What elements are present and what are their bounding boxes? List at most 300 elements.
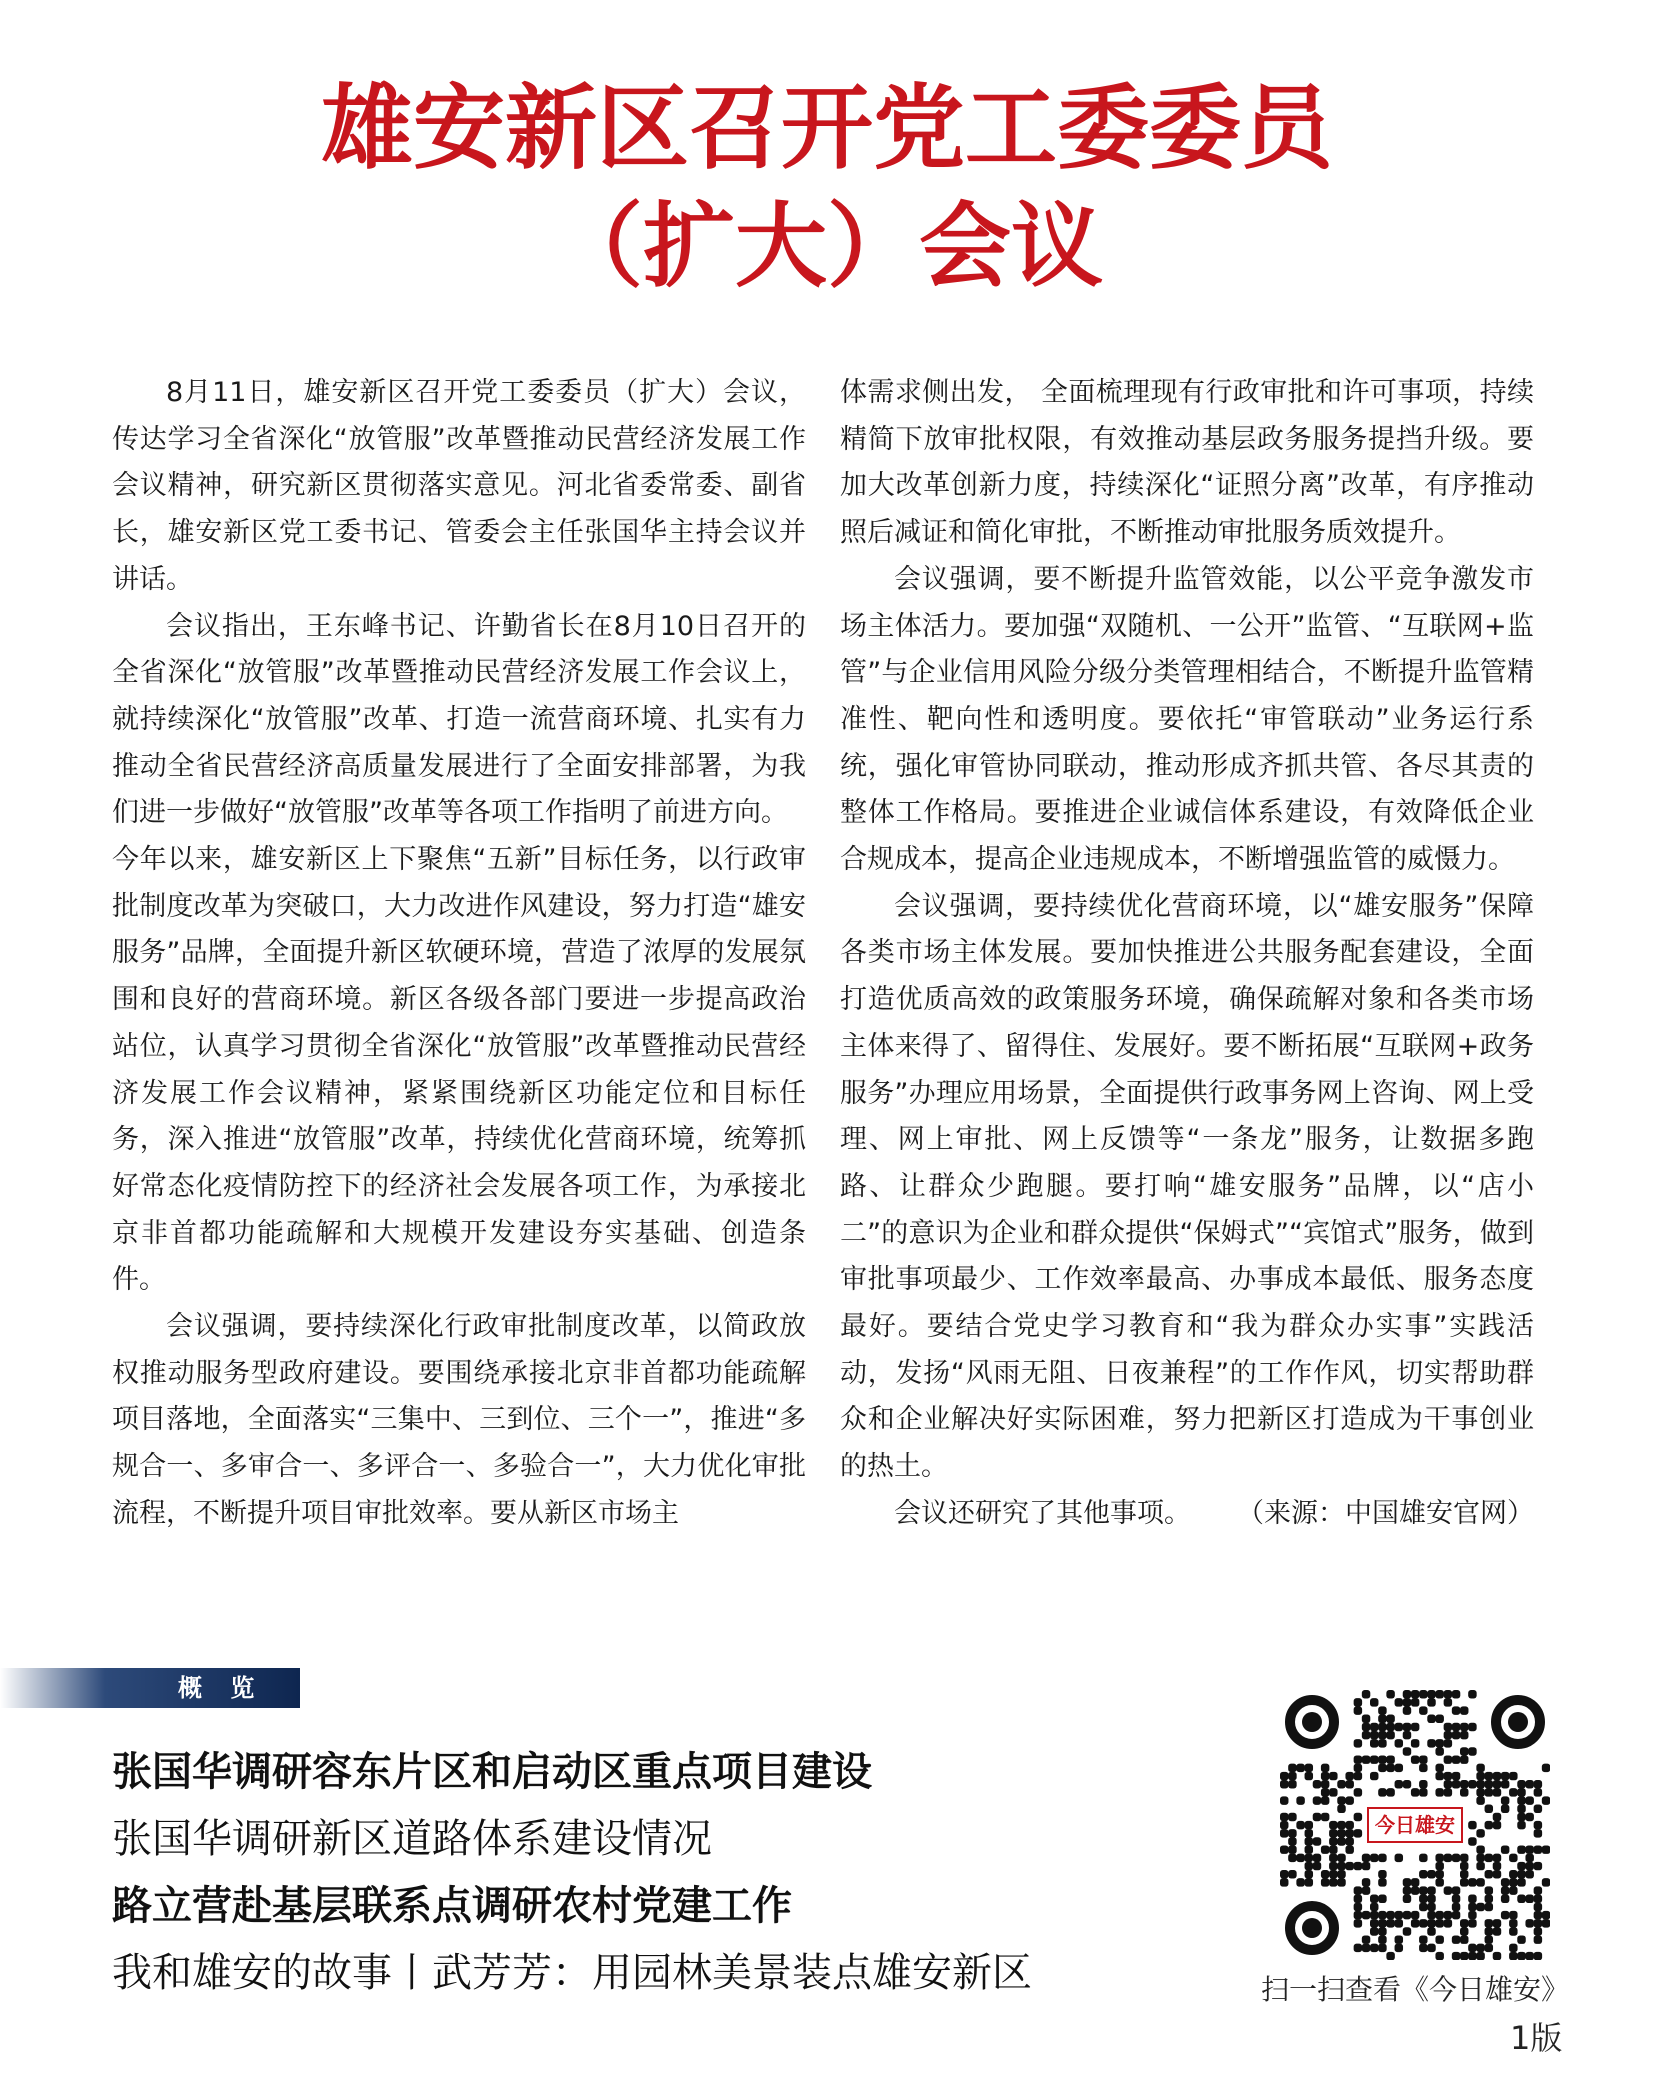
qr-module	[1321, 1788, 1329, 1796]
qr-module	[1321, 1796, 1329, 1804]
qr-module	[1280, 1796, 1288, 1804]
qr-module	[1509, 1854, 1517, 1862]
qr-module	[1337, 1829, 1345, 1837]
qr-module	[1288, 1813, 1296, 1821]
overview-label: 概 览	[178, 1674, 265, 1702]
qr-module	[1403, 1698, 1411, 1706]
qr-module	[1403, 1927, 1411, 1935]
qr-module	[1460, 1862, 1468, 1870]
qr-module	[1354, 1772, 1362, 1780]
qr-module	[1313, 1796, 1321, 1804]
qr-module	[1305, 1764, 1313, 1772]
qr-module	[1378, 1895, 1386, 1903]
qr-module	[1485, 1895, 1493, 1903]
qr-module	[1386, 1723, 1394, 1731]
qr-module	[1485, 1870, 1493, 1878]
qr-module	[1386, 1755, 1394, 1763]
qr-module	[1435, 1870, 1443, 1878]
qr-module	[1280, 1821, 1288, 1829]
overview-headline-link[interactable]: 我和雄安的故事丨武芳芳：用园林美景装点雄安新区	[112, 1950, 1032, 1996]
qr-module	[1534, 1895, 1542, 1903]
qr-module	[1329, 1862, 1337, 1870]
qr-module	[1329, 1837, 1337, 1845]
qr-module	[1288, 1764, 1296, 1772]
qr-module	[1501, 1878, 1509, 1886]
qr-module	[1509, 1952, 1517, 1960]
qr-module	[1525, 1813, 1533, 1821]
closing-text: 会议还研究了其他事项。	[894, 1497, 1191, 1529]
qr-module	[1403, 1706, 1411, 1714]
qr-module	[1427, 1895, 1435, 1903]
qr-module	[1485, 1805, 1493, 1813]
qr-module	[1476, 1772, 1484, 1780]
qr-module	[1313, 1837, 1321, 1845]
qr-module	[1485, 1919, 1493, 1927]
qr-module	[1403, 1690, 1411, 1698]
qr-module	[1354, 1895, 1362, 1903]
qr-module	[1370, 1755, 1378, 1763]
qr-module	[1288, 1870, 1296, 1878]
qr-module	[1411, 1878, 1419, 1886]
qr-module	[1476, 1878, 1484, 1886]
qr-module	[1305, 1854, 1313, 1862]
qr-module	[1485, 1944, 1493, 1952]
qr-module	[1378, 1878, 1386, 1886]
qr-module	[1419, 1764, 1427, 1772]
qr-module	[1444, 1739, 1452, 1747]
qr-module	[1321, 1772, 1329, 1780]
qr-module	[1493, 1821, 1501, 1829]
qr-module	[1370, 1723, 1378, 1731]
qr-module	[1370, 1927, 1378, 1935]
qr-module	[1542, 1796, 1550, 1804]
qr-module	[1452, 1903, 1460, 1911]
qr-module	[1452, 1731, 1460, 1739]
qr-module	[1435, 1764, 1443, 1772]
qr-module	[1378, 1870, 1386, 1878]
qr-module	[1305, 1821, 1313, 1829]
qr-module	[1534, 1903, 1542, 1911]
qr-module	[1509, 1911, 1517, 1919]
qr-module	[1419, 1870, 1427, 1878]
qr-module	[1354, 1788, 1362, 1796]
qr-module	[1403, 1731, 1411, 1739]
qr-module	[1354, 1698, 1362, 1706]
qr-module	[1517, 1780, 1525, 1788]
qr-module	[1525, 1780, 1533, 1788]
qr-module	[1370, 1895, 1378, 1903]
qr-module	[1386, 1911, 1394, 1919]
qr-module	[1362, 1886, 1370, 1894]
qr-module	[1509, 1886, 1517, 1894]
qr-module	[1321, 1878, 1329, 1886]
qr-module	[1296, 1821, 1304, 1829]
qr-module	[1468, 1878, 1476, 1886]
qr-module	[1411, 1911, 1419, 1919]
qr-module	[1460, 1755, 1468, 1763]
qr-module	[1468, 1903, 1476, 1911]
qr-module	[1444, 1723, 1452, 1731]
qr-module	[1321, 1780, 1329, 1788]
overview-headline-link[interactable]: 张国华调研新区道路体系建设情况	[112, 1816, 712, 1862]
qr-module	[1305, 1772, 1313, 1780]
qr-module	[1354, 1755, 1362, 1763]
qr-module	[1280, 1829, 1288, 1837]
qr-module	[1362, 1911, 1370, 1919]
qr-module	[1337, 1821, 1345, 1829]
qr-module	[1534, 1805, 1542, 1813]
qr-module	[1419, 1895, 1427, 1903]
qr-module	[1435, 1935, 1443, 1943]
qr-module	[1460, 1878, 1468, 1886]
qr-module	[1444, 1698, 1452, 1706]
qr-module	[1493, 1780, 1501, 1788]
qr-module	[1427, 1739, 1435, 1747]
qr-module	[1305, 1837, 1313, 1845]
qr-module	[1337, 1780, 1345, 1788]
qr-center-logo-text: 今日雄安	[1375, 1813, 1455, 1837]
qr-module	[1460, 1952, 1468, 1960]
qr-module	[1444, 1886, 1452, 1894]
qr-module	[1395, 1739, 1403, 1747]
qr-module	[1288, 1772, 1296, 1780]
qr-module	[1427, 1870, 1435, 1878]
qr-module	[1362, 1755, 1370, 1763]
qr-module	[1411, 1698, 1419, 1706]
qr-module	[1329, 1854, 1337, 1862]
qr-module	[1534, 1911, 1542, 1919]
qr-module	[1329, 1788, 1337, 1796]
qr-module	[1280, 1813, 1288, 1821]
article-paragraph: 会议指出，王东峰书记、许勤省长在8月10日召开的全省深化“放管服”改革暨推动民营经济发展工作会议上，就持续深化“放管服”改革、打造一流营商环境、扎实有力推动全省民营经济高质量发展进行了全面安排部署，为我们进一步做好“放管服”改革等各项工作指明了前进方向。	[112, 610, 806, 829]
qr-module	[1517, 1862, 1525, 1870]
qr-module	[1501, 1845, 1509, 1853]
qr-module	[1435, 1690, 1443, 1698]
qr-module	[1534, 1780, 1542, 1788]
qr-module	[1435, 1772, 1443, 1780]
qr-module	[1444, 1690, 1452, 1698]
qr-module	[1485, 1903, 1493, 1911]
qr-module	[1378, 1706, 1386, 1714]
qr-module	[1419, 1886, 1427, 1894]
qr-module	[1395, 1780, 1403, 1788]
qr-module	[1386, 1919, 1394, 1927]
qr-module	[1493, 1919, 1501, 1927]
qr-module	[1542, 1878, 1550, 1886]
qr-module	[1305, 1878, 1313, 1886]
qr-module	[1296, 1764, 1304, 1772]
qr-module	[1452, 1935, 1460, 1943]
qr-caption: 扫一扫查看《今日雄安》	[1260, 1973, 1569, 2006]
qr-module	[1329, 1829, 1337, 1837]
qr-module	[1354, 1944, 1362, 1952]
qr-module	[1525, 1854, 1533, 1862]
qr-module	[1444, 1919, 1452, 1927]
qr-module	[1435, 1878, 1443, 1886]
qr-module	[1354, 1739, 1362, 1747]
qr-module	[1296, 1854, 1304, 1862]
qr-module	[1444, 1780, 1452, 1788]
overview-headline-link[interactable]: 张国华调研容东片区和启动区重点项目建设	[112, 1749, 872, 1795]
qr-module	[1476, 1764, 1484, 1772]
qr-module	[1444, 1772, 1452, 1780]
qr-module	[1329, 1821, 1337, 1829]
qr-module	[1378, 1731, 1386, 1739]
qr-module	[1345, 1780, 1353, 1788]
qr-module	[1313, 1854, 1321, 1862]
qr-module	[1493, 1788, 1501, 1796]
qr-module	[1493, 1952, 1501, 1960]
qr-module	[1460, 1854, 1468, 1862]
qr-module	[1362, 1944, 1370, 1952]
qr-module	[1542, 1919, 1550, 1927]
qr-module	[1444, 1755, 1452, 1763]
qr-module	[1378, 1715, 1386, 1723]
qr-module	[1305, 1829, 1313, 1837]
qr-module	[1354, 1706, 1362, 1714]
qr-module	[1468, 1952, 1476, 1960]
qr-module	[1468, 1837, 1476, 1845]
qr-module	[1362, 1723, 1370, 1731]
qr-module	[1435, 1862, 1443, 1870]
qr-module	[1476, 1845, 1484, 1853]
qr-module	[1485, 1927, 1493, 1935]
qr-module	[1296, 1878, 1304, 1886]
qr-module	[1476, 1952, 1484, 1960]
qr-module	[1288, 1837, 1296, 1845]
qr-module	[1485, 1772, 1493, 1780]
qr-module	[1485, 1788, 1493, 1796]
qr-module	[1427, 1690, 1435, 1698]
qr-module	[1509, 1878, 1517, 1886]
qr-module	[1378, 1788, 1386, 1796]
qr-module	[1427, 1715, 1435, 1723]
qr-module	[1509, 1944, 1517, 1952]
qr-module	[1525, 1845, 1533, 1853]
article-closing-line	[840, 1491, 1534, 1538]
qr-module	[1411, 1739, 1419, 1747]
qr-module	[1517, 1805, 1525, 1813]
qr-module	[1468, 1895, 1476, 1903]
qr-module	[1419, 1706, 1427, 1714]
qr-module	[1296, 1796, 1304, 1804]
qr-code[interactable]	[1280, 1690, 1550, 1960]
qr-module	[1468, 1821, 1476, 1829]
qr-module	[1354, 1911, 1362, 1919]
qr-module	[1321, 1813, 1329, 1821]
qr-module	[1386, 1731, 1394, 1739]
qr-module	[1362, 1731, 1370, 1739]
qr-module	[1419, 1690, 1427, 1698]
overview-headline-link[interactable]: 路立营赴基层联系点调研农村党建工作	[112, 1883, 792, 1929]
qr-module	[1485, 1854, 1493, 1862]
qr-module	[1460, 1788, 1468, 1796]
qr-module	[1403, 1895, 1411, 1903]
qr-module	[1485, 1821, 1493, 1829]
article-title-line-2: （扩大）会议	[550, 192, 1103, 300]
qr-module	[1525, 1862, 1533, 1870]
qr-module	[1476, 1796, 1484, 1804]
qr-module	[1509, 1927, 1517, 1935]
qr-module	[1378, 1739, 1386, 1747]
qr-module	[1419, 1903, 1427, 1911]
qr-module	[1329, 1870, 1337, 1878]
qr-module	[1460, 1919, 1468, 1927]
qr-module	[1288, 1780, 1296, 1788]
qr-module	[1534, 1886, 1542, 1894]
qr-module	[1427, 1927, 1435, 1935]
qr-module	[1378, 1764, 1386, 1772]
page-number: 1版	[1510, 2019, 1563, 2057]
qr-module	[1395, 1698, 1403, 1706]
qr-module	[1419, 1780, 1427, 1788]
qr-module	[1476, 1903, 1484, 1911]
qr-module	[1354, 1903, 1362, 1911]
qr-module	[1395, 1764, 1403, 1772]
qr-module	[1280, 1870, 1288, 1878]
qr-module	[1427, 1698, 1435, 1706]
qr-module	[1542, 1764, 1550, 1772]
qr-module	[1501, 1796, 1509, 1804]
qr-module	[1337, 1854, 1345, 1862]
qr-module	[1427, 1919, 1435, 1927]
qr-module	[1517, 1935, 1525, 1943]
qr-module	[1313, 1813, 1321, 1821]
qr-module	[1460, 1935, 1468, 1943]
qr-module	[1345, 1796, 1353, 1804]
qr-module	[1305, 1870, 1313, 1878]
qr-module	[1468, 1780, 1476, 1788]
qr-module	[1444, 1731, 1452, 1739]
article-title-line-1: 雄安新区召开党工委委员	[320, 74, 1333, 182]
qr-module	[1403, 1911, 1411, 1919]
qr-module	[1501, 1886, 1509, 1894]
qr-module	[1378, 1944, 1386, 1952]
qr-module	[1395, 1854, 1403, 1862]
qr-module	[1525, 1919, 1533, 1927]
qr-module	[1452, 1706, 1460, 1714]
qr-module	[1313, 1780, 1321, 1788]
qr-module	[1427, 1944, 1435, 1952]
qr-module	[1354, 1829, 1362, 1837]
qr-module	[1501, 1805, 1509, 1813]
qr-module	[1427, 1903, 1435, 1911]
qr-module	[1288, 1854, 1296, 1862]
qr-module	[1517, 1821, 1525, 1829]
qr-module	[1419, 1755, 1427, 1763]
qr-module	[1345, 1845, 1353, 1853]
qr-module	[1386, 1690, 1394, 1698]
qr-module	[1476, 1829, 1484, 1837]
qr-module	[1321, 1764, 1329, 1772]
qr-module	[1378, 1723, 1386, 1731]
qr-module	[1354, 1862, 1362, 1870]
qr-module	[1517, 1878, 1525, 1886]
qr-module	[1501, 1772, 1509, 1780]
qr-module	[1280, 1772, 1288, 1780]
qr-module	[1345, 1772, 1353, 1780]
qr-module	[1485, 1780, 1493, 1788]
qr-module	[1452, 1854, 1460, 1862]
qr-module	[1337, 1796, 1345, 1804]
qr-module	[1386, 1788, 1394, 1796]
qr-module	[1452, 1886, 1460, 1894]
qr-module	[1403, 1878, 1411, 1886]
qr-module	[1411, 1690, 1419, 1698]
qr-module	[1460, 1747, 1468, 1755]
qr-module	[1411, 1723, 1419, 1731]
qr-module	[1435, 1747, 1443, 1755]
qr-module	[1370, 1731, 1378, 1739]
qr-module	[1476, 1944, 1484, 1952]
qr-module	[1444, 1788, 1452, 1796]
qr-module	[1452, 1780, 1460, 1788]
qr-module	[1534, 1862, 1542, 1870]
qr-module	[1419, 1854, 1427, 1862]
qr-module	[1313, 1862, 1321, 1870]
article-paragraph: 会议强调，要持续优化营商环境，以“雄安服务”保障各类市场主体发展。要加快推进公共服务配套建设，全面打造优质高效的政策服务环境，确保疏解对象和各类市场主体来得了、留得住、发展好。要不断拓展“互联网+政务服务”办理应用场景，全面提供行政事务网上咨询、网上受理、网上审批、网上反馈等“一条龙”服务，让数据多跑路、让群众少跑腿。要打响“雄安服务”品牌，以“店小二”的意识为企业和群众提供“保姆式”“宾馆式”服务，做到审批事项最少、工作效率最高、办事成本最低、服务态度最好。要结合党史学习教育和“我为群众办实事”实践活动，发扬“风雨无阻、日夜兼程”的工作作风，切实帮助群众和企业解决好实际困难，努力把新区打造成为干事创业的热土。	[840, 890, 1534, 1483]
qr-module	[1419, 1944, 1427, 1952]
qr-module	[1378, 1911, 1386, 1919]
qr-module	[1468, 1944, 1476, 1952]
qr-module	[1403, 1886, 1411, 1894]
qr-module	[1435, 1919, 1443, 1927]
qr-module	[1452, 1952, 1460, 1960]
qr-module	[1345, 1821, 1353, 1829]
qr-module	[1288, 1845, 1296, 1853]
qr-module	[1354, 1886, 1362, 1894]
qr-module	[1370, 1854, 1378, 1862]
article-column-left	[112, 370, 806, 1538]
qr-module	[1435, 1911, 1443, 1919]
qr-module	[1525, 1895, 1533, 1903]
qr-module	[1476, 1780, 1484, 1788]
qr-module	[1280, 1845, 1288, 1853]
qr-module	[1534, 1919, 1542, 1927]
qr-module	[1395, 1935, 1403, 1943]
qr-module	[1427, 1911, 1435, 1919]
qr-module	[1321, 1870, 1329, 1878]
qr-module	[1542, 1911, 1550, 1919]
qr-module	[1452, 1755, 1460, 1763]
qr-module	[1517, 1895, 1525, 1903]
qr-module	[1517, 1845, 1525, 1853]
qr-module	[1476, 1862, 1484, 1870]
qr-module	[1345, 1837, 1353, 1845]
qr-module	[1468, 1723, 1476, 1731]
article-paragraph: 8月11日，雄安新区召开党工委委员（扩大）会议，传达学习全省深化“放管服”改革暨推动民营经济发展工作会议精神，研究新区贯彻落实意见。河北省委常委、副省长，雄安新区党工委书记、管委会主任张国华主持会议并讲话。	[112, 377, 806, 595]
qr-module	[1460, 1723, 1468, 1731]
qr-module	[1370, 1772, 1378, 1780]
qr-module	[1509, 1772, 1517, 1780]
qr-module	[1452, 1723, 1460, 1731]
qr-module	[1493, 1854, 1501, 1862]
qr-module	[1517, 1796, 1525, 1804]
qr-module	[1378, 1755, 1386, 1763]
article-paragraph: 体需求侧出发， 全面梳理现有行政审批和许可事项，持续精简下放审批权限，有效推动基层政务服务提挡升级。要加大改革创新力度，持续深化“证照分离”改革，有序推动照后减证和简化审批，不断推动审批服务质效提升。	[840, 377, 1534, 549]
qr-module	[1411, 1919, 1419, 1927]
qr-module	[1321, 1845, 1329, 1853]
qr-module	[1517, 1788, 1525, 1796]
qr-module	[1362, 1715, 1370, 1723]
qr-module	[1280, 1878, 1288, 1886]
qr-module	[1452, 1911, 1460, 1919]
qr-module	[1337, 1878, 1345, 1886]
qr-module	[1395, 1919, 1403, 1927]
qr-module	[1337, 1870, 1345, 1878]
qr-module	[1354, 1813, 1362, 1821]
qr-code-icon	[1280, 1690, 1550, 1960]
